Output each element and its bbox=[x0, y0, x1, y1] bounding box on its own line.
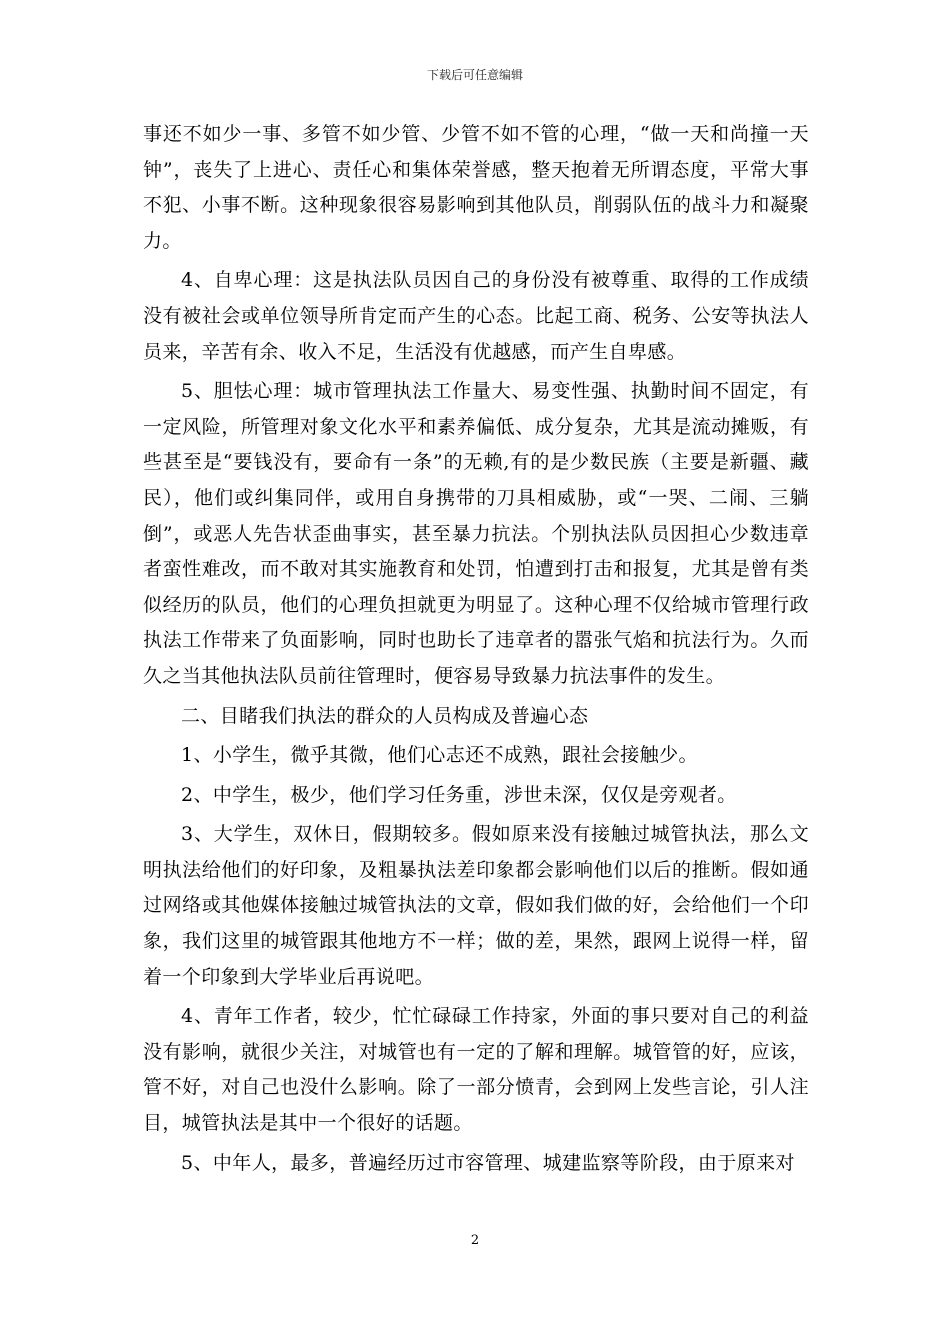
list-item-college-students: 3、大学生，双休日，假期较多。假如原来没有接触过城管执法，那么文明执法给他们的好印象，及粗暴执法差印象都会影响他们以后的推断。假如通过网络或其他媒体接触过城管执法的文章，假如我们做的好，会给他们一个印象，我们这里的城管跟其他地方不一样；做的差，果然，跟网上说得一样，留着一个印象到大学毕业后再说吧。 bbox=[143, 823, 809, 988]
list-item-primary-students: 1、小学生，微乎其微，他们心志还不成熟，跟社会接触少。 bbox=[181, 744, 698, 767]
list-item-young-workers: 4、青年工作者，较少，忙忙碌碌工作持家，外面的事只要对自己的利益没有影响，就很少关注，对城管也有一定的了解和理解。城管管的好，应该，管不好，对自己也没什么影响。除了一部分愤青，会到网上发些言论，引人注目，城管执法是其中一个很好的话题。 bbox=[143, 1005, 809, 1135]
page-number: 2 bbox=[470, 1233, 480, 1248]
paragraph-inferiority: 4、自卑心理：这是执法队员因自己的身份没有被尊重、取得的工作成绩没有被社会或单位领导所肯定而产生的心态。比起工商、税务、公安等执法人员来，辛苦有余、收入不足，生活没有优越感，而产生自卑感。 bbox=[143, 269, 809, 363]
header-note: 下载后可任意编辑 bbox=[426, 68, 523, 82]
list-item-middle-students: 2、中学生，极少，他们学习任务重，涉世未深，仅仅是旁观者。 bbox=[181, 783, 737, 806]
paragraph-continuation: 事还不如少一事、多管不如少管、少管不如不管的心理，“做一天和尚撞一天钟”，丧失了上进心、责任心和集体荣誉感，整天抱着无所谓态度，平常大事不犯、小事不断。这种现象很容易影响到其他队员，削弱队伍的战斗力和凝聚力。 bbox=[143, 123, 809, 252]
document-body bbox=[143, 117, 809, 1181]
section-heading: 二、目睹我们执法的群众的人员构成及普遍心态 bbox=[181, 704, 589, 727]
paragraph-timidity: 5、胆怯心理：城市管理执法工作量大、易变性强、执勤时间不固定，有一定风险，所管理对象文化水平和素养偏低、成分复杂，尤其是流动摊贩，有些甚至是“要钱没有，要命有一条”的无赖,有的是少数民族（主要是新疆、藏民），他们或纠集同伴，或用自身携带的刀具相威胁，或“一哭、二闹、三躺倒”，或恶人先告状歪曲事实，甚至暴力抗法。个别执法队员因担心少数违章者蛮性难改，而不敢对其实施教育和处罚，怕遭到打击和报复，尤其是曾有类似经历的队员，他们的心理负担就更为明显了。这种心理不仅给城市管理行政执法工作带来了负面影响，同时也助长了违章者的嚣张气焰和抗法行为。久而久之当其他执法队员前往管理时，便容易导致暴力抗法事件的发生。 bbox=[143, 380, 809, 687]
list-item-middle-aged: 5、中年人，最多，普遍经历过市容管理、城建监察等阶段，由于原来对 bbox=[181, 1151, 795, 1174]
